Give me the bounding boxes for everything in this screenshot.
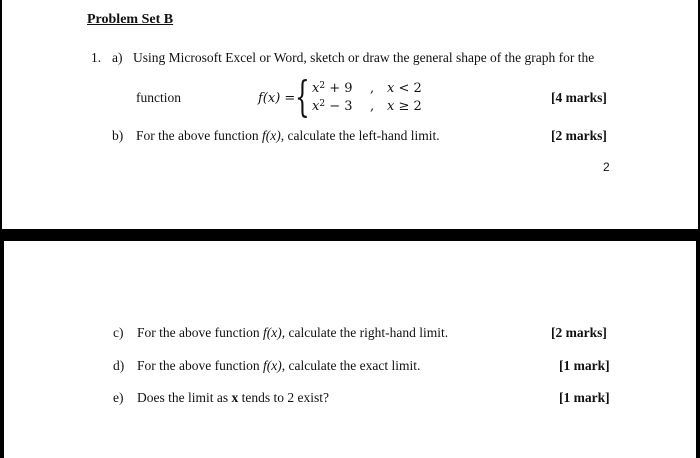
part-d-label: d) xyxy=(113,358,125,373)
part-d-marks: [1 mark] xyxy=(559,358,610,373)
question-number: 1. xyxy=(91,50,102,65)
case-1-condition: x < 2 xyxy=(387,81,422,96)
case-1-expression: $x^2 + 9$ xyxy=(312,81,353,96)
function-name: f(x) = xyxy=(258,91,296,106)
part-c-marks: [2 marks] xyxy=(551,325,607,340)
document-page-2 xyxy=(4,241,696,458)
part-a-marks: [4 marks] xyxy=(551,90,607,105)
part-e-label: e) xyxy=(113,390,124,405)
piecewise-brace: { xyxy=(295,72,310,121)
document-page-1 xyxy=(2,0,698,229)
page-title: Problem Set B xyxy=(87,12,174,27)
case-1-separator: , xyxy=(370,81,375,96)
part-e-marks: [1 mark] xyxy=(559,390,610,405)
case-2-condition: x ≥ 2 xyxy=(387,99,422,114)
function-word: function xyxy=(136,90,181,105)
part-d-text: For the above function f(x), calculate the exact limit. xyxy=(137,358,421,373)
part-e-text: Does the limit as x tends to 2 exist? xyxy=(137,390,329,405)
part-b-label: b) xyxy=(112,128,124,143)
part-b-text: For the above function f(x), calculate the left-hand limit. xyxy=(136,128,440,143)
part-c-label: c) xyxy=(113,325,124,340)
part-b-marks: [2 marks] xyxy=(551,128,607,143)
page-number: 2 xyxy=(603,160,610,174)
part-a-text: Using Microsoft Excel or Word, sketch or draw the general shape of the graph for the xyxy=(133,50,595,65)
case-2-expression: $x^2 - 3$ xyxy=(312,99,353,114)
case-2-separator: , xyxy=(370,99,375,114)
part-c-text: For the above function f(x), calculate the right-hand limit. xyxy=(137,325,449,340)
part-a-label: a) xyxy=(112,50,123,65)
